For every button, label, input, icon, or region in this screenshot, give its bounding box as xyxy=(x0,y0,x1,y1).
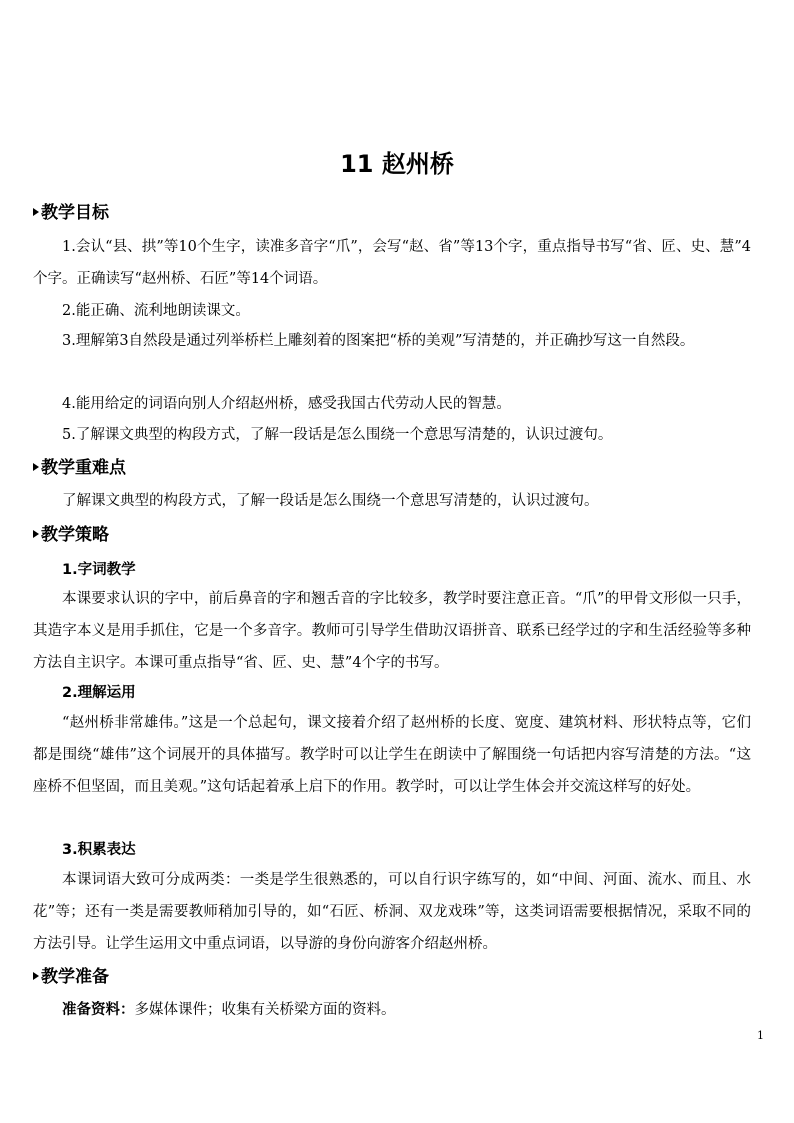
page-number: 1 xyxy=(757,1029,764,1042)
objective-item: 3.理解第3自然段是通过列举桥栏上雕刻着的图案把“桥的美观”写清楚的，并正确抄写这一自然段。 xyxy=(62,333,695,349)
preparation-label: 准备资料： xyxy=(62,1002,135,1018)
preparation-content: 多媒体课件；收集有关桥梁方面的资料。 xyxy=(134,1002,396,1018)
vocabulary-text: 本课要求认识的字中，前后鼻音的字和翘舌音的字比较多，教学时要注意正音。“爪”的甲骨文形似一只手，其造字本义是用手抓住，它是一个多音字。教师可引导学生借助汉语拼音、联系已经学过的字和生活经验等多种方法自主识字。本课可重点指导“省、匠、史、慧”4个字的书写。 xyxy=(33,591,751,671)
triangle-bullet-icon xyxy=(33,530,39,538)
objective-item: 5.了解课文典型的构段方式，了解一段话是怎么围绕一个意思写清楚的，认识过渡句。 xyxy=(62,427,613,443)
subheading-expression: 3.积累表达 xyxy=(62,842,136,858)
subheading-comprehension: 2.理解运用 xyxy=(62,685,136,701)
subheading-vocabulary: 1.字词教学 xyxy=(62,562,136,578)
section-heading-preparation: 教学准备 xyxy=(33,965,109,989)
objective-item: 2.能正确、流利地朗读课文。 xyxy=(62,303,250,319)
objective-item: 4.能用给定的词语向别人介绍赵州桥，感受我国古代劳动人民的智慧。 xyxy=(62,396,511,412)
section-heading-objectives: 教学目标 xyxy=(33,201,109,225)
triangle-bullet-icon xyxy=(33,463,39,471)
section-heading-strategy: 教学策略 xyxy=(33,523,109,547)
key-points-text: 了解课文典型的构段方式，了解一段话是怎么围绕一个意思写清楚的，认识过渡句。 xyxy=(62,493,599,509)
section-heading-key-points: 教学重难点 xyxy=(33,456,126,480)
triangle-bullet-icon xyxy=(33,972,39,980)
objective-item: 1.会认“县、拱”等10个生字，读准多音字“爪”，会写“赵、省”等13个字，重点指导书写“省、匠、史、慧”4个字。正确读写“赵州桥、石匠”等14个词语。 xyxy=(33,239,751,287)
preparation-text xyxy=(33,995,751,1027)
triangle-bullet-icon xyxy=(33,208,39,216)
document-title: 11 赵州桥 xyxy=(340,150,454,178)
comprehension-text: “赵州桥非常雄伟。”这是一个总起句，课文接着介绍了赵州桥的长度、宽度、建筑材料、形状特点等，它们都是围绕“雄伟”这个词展开的具体描写。教学时可以让学生在朗读中了解围绕一句话把内容写清楚的方法。“这座桥不但坚固，而且美观。”这句话起着承上启下的作用。教学时，可以让学生体会并交流这样写的好处。 xyxy=(33,715,751,795)
expression-text: 本课词语大致可分成两类：一类是学生很熟悉的，可以自行识字练写的，如“中间、河面、流水、而且、水花”等；还有一类是需要教师稍加引导的，如“石匠、桥洞、双龙戏珠”等，这类词语需要根据情况，采取不同的方法引导。让学生运用文中重点词语，以导游的身份向游客介绍赵州桥。 xyxy=(33,872,751,952)
